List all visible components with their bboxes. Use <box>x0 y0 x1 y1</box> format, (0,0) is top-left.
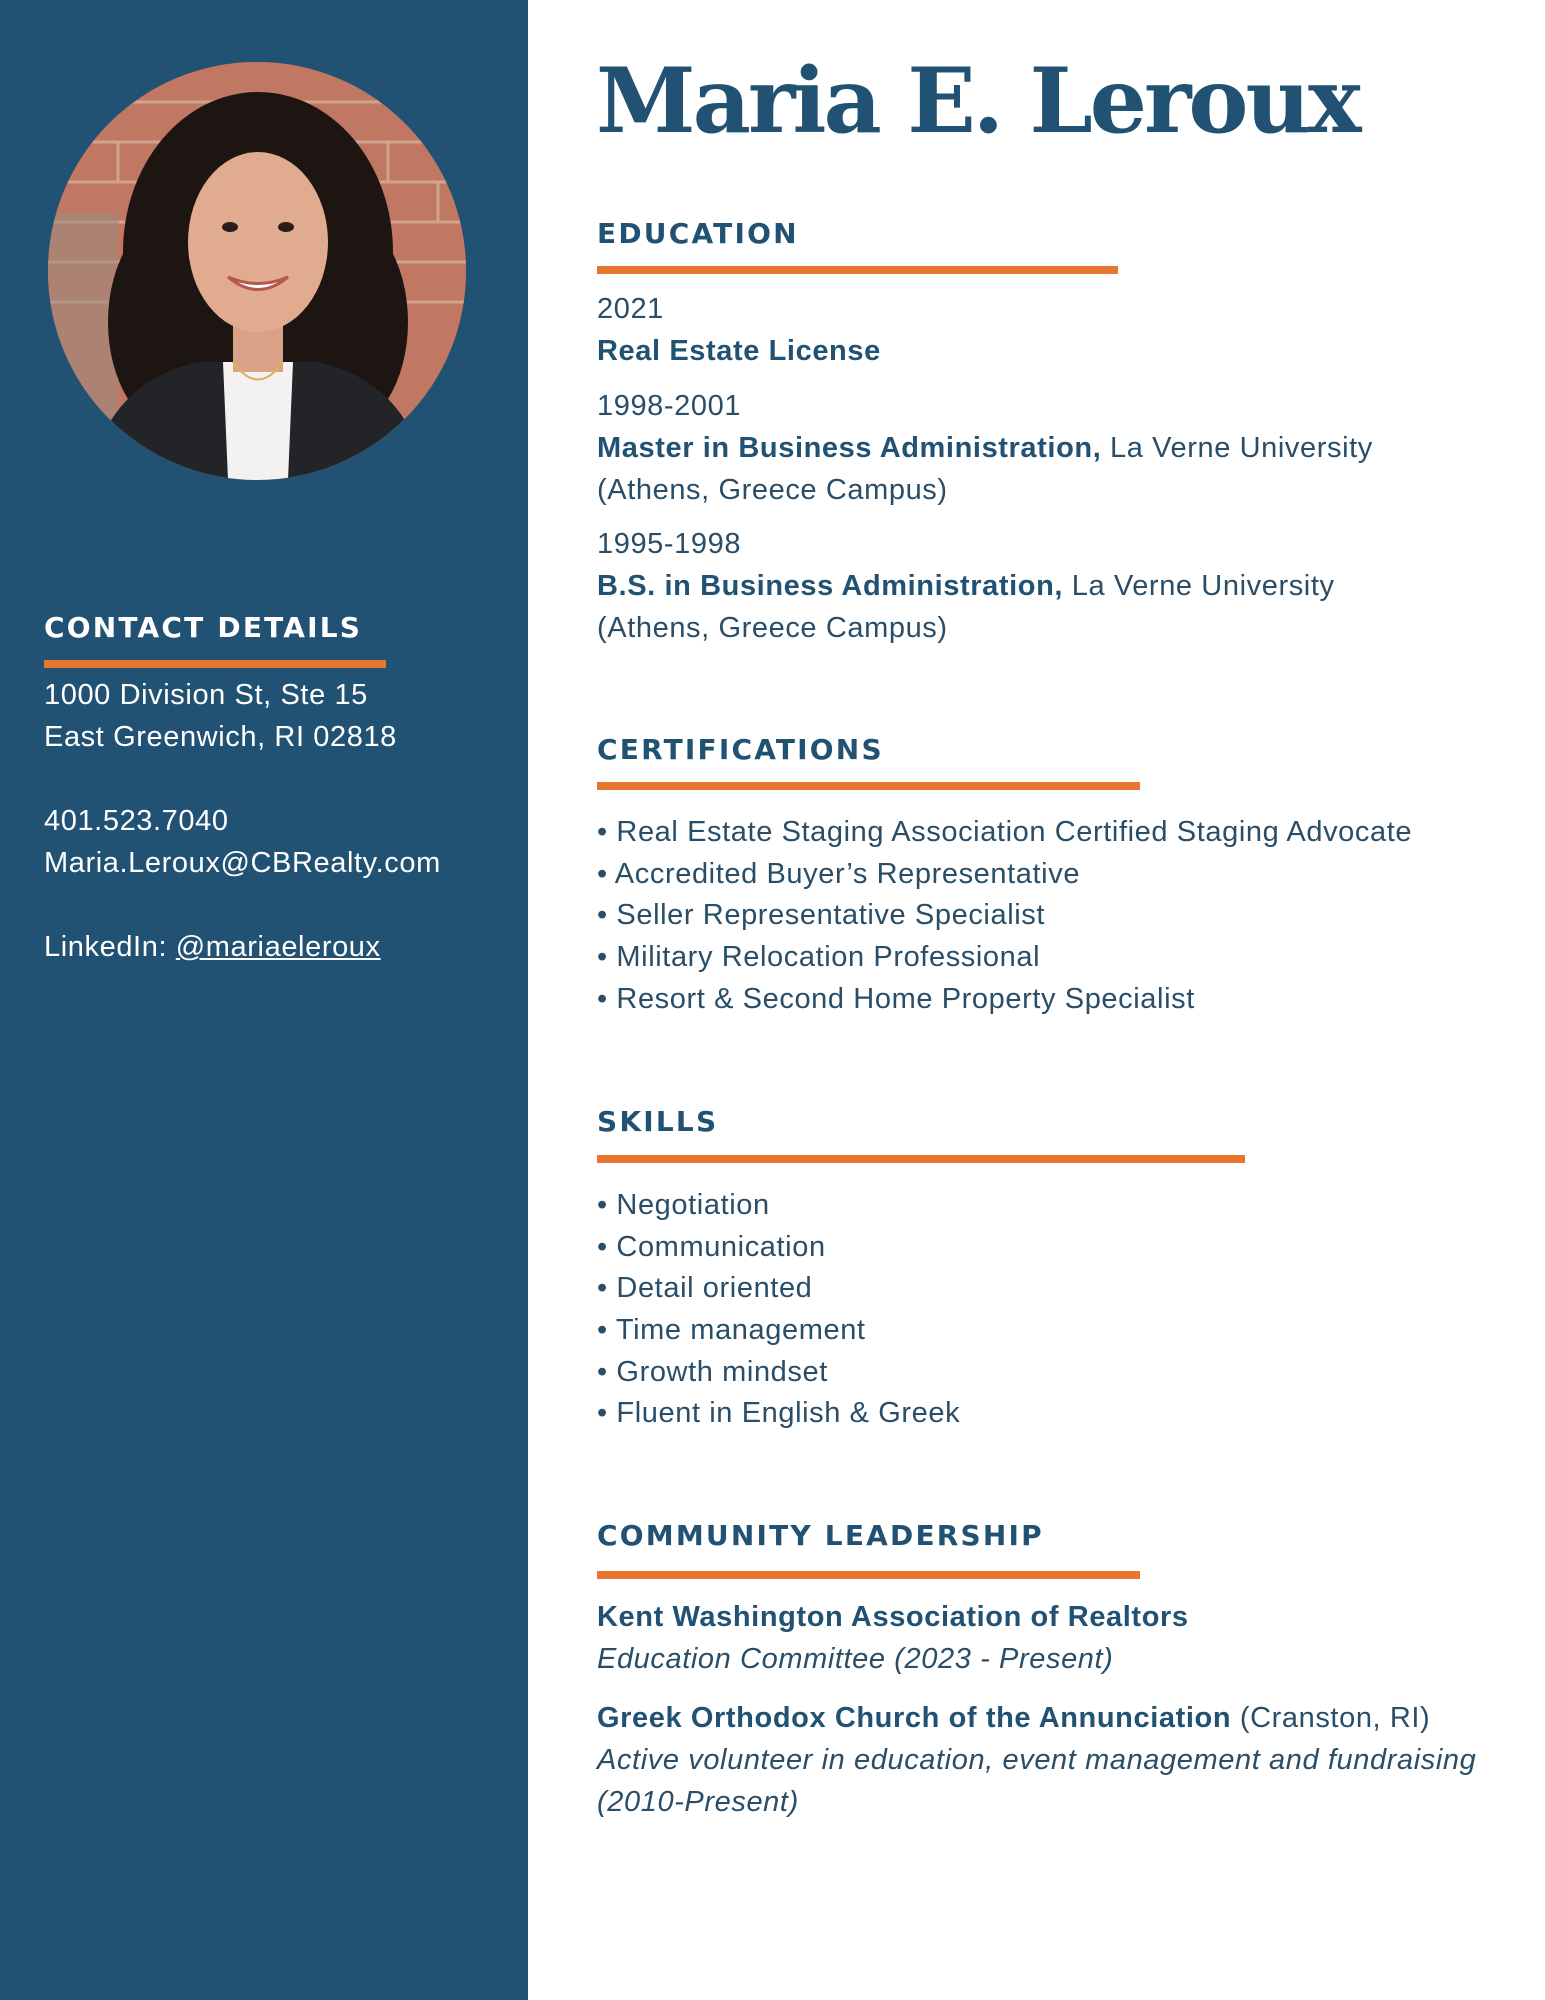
linkedin-line <box>44 926 381 968</box>
profile-photo <box>48 62 466 480</box>
degree-title: Real Estate License <box>597 335 881 367</box>
list-item: • Military Relocation Professional <box>597 941 1041 974</box>
role-text: Active volunteer in education, event management and fundraising <box>597 1744 1477 1776</box>
community-role <box>597 1739 1476 1781</box>
list-item: • Time management <box>597 1314 866 1347</box>
education-degree <box>597 330 881 372</box>
org-name: Kent Washington Association of Realtors <box>597 1601 1189 1633</box>
list-item: • Growth mindset <box>597 1355 828 1388</box>
list-item: • Resort & Second Home Property Specialist <box>597 982 1195 1015</box>
role-text: (2010-Present) <box>597 1786 799 1818</box>
candidate-name: Maria E. Leroux <box>596 48 1359 154</box>
education-campus: (Athens, Greece Campus) <box>597 474 948 506</box>
community-role <box>597 1638 1113 1680</box>
education-degree <box>597 565 1335 607</box>
skills-list <box>597 1185 960 1435</box>
org-location: (Cranston, RI) <box>1231 1702 1431 1734</box>
degree-title: B.S. in Business Administration, <box>597 570 1064 602</box>
org-name: Greek Orthodox Church of the Annunciation <box>597 1702 1232 1734</box>
education-years: 1995-1998 <box>597 528 742 560</box>
list-item: • Accredited Buyer’s Representative <box>597 857 1081 890</box>
community-divider <box>597 1571 1140 1579</box>
community-org <box>597 1697 1430 1739</box>
education-years: 1998-2001 <box>597 390 742 422</box>
certifications-divider <box>597 782 1140 790</box>
list-item: • Real Estate Staging Association Certified Staging Advocate <box>597 816 1413 848</box>
skills-heading: SKILLS <box>597 1105 719 1138</box>
school-name: La Verne University <box>1063 570 1335 602</box>
role-text: Education Committee (2023 - Present) <box>597 1643 1114 1675</box>
degree-title: Master in Business Administration, <box>597 432 1102 464</box>
list-item: • Detail oriented <box>597 1272 813 1305</box>
education-divider <box>597 266 1118 274</box>
list-item: • Communication <box>597 1230 826 1263</box>
linkedin-link[interactable]: @mariaeleroux <box>175 931 381 963</box>
phone-number[interactable]: 401.523.7040 <box>44 805 229 837</box>
address-line-1: 1000 Division St, Ste 15 <box>44 679 368 711</box>
list-item: • Negotiation <box>597 1189 770 1221</box>
sidebar <box>0 0 528 2000</box>
contact-heading: CONTACT DETAILS <box>44 611 363 644</box>
community-role <box>597 1781 799 1823</box>
skills-divider <box>597 1155 1245 1163</box>
education-campus: (Athens, Greece Campus) <box>597 612 948 644</box>
contact-divider <box>44 660 386 668</box>
education-years: 2021 <box>597 293 664 325</box>
education-degree <box>597 427 1373 469</box>
certifications-list <box>597 812 1412 1020</box>
list-item: • Seller Representative Specialist <box>597 899 1046 932</box>
email-address[interactable]: Maria.Leroux@CBRealty.com <box>44 847 441 879</box>
address-line-2: East Greenwich, RI 02818 <box>44 721 397 753</box>
certifications-heading: CERTIFICATIONS <box>597 733 884 766</box>
education-heading: EDUCATION <box>597 217 799 250</box>
linkedin-label: LinkedIn: <box>44 931 176 963</box>
community-heading: COMMUNITY LEADERSHIP <box>597 1519 1044 1552</box>
community-org <box>597 1596 1189 1638</box>
school-name: La Verne University <box>1101 432 1373 464</box>
list-item: • Fluent in English & Greek <box>597 1397 961 1430</box>
